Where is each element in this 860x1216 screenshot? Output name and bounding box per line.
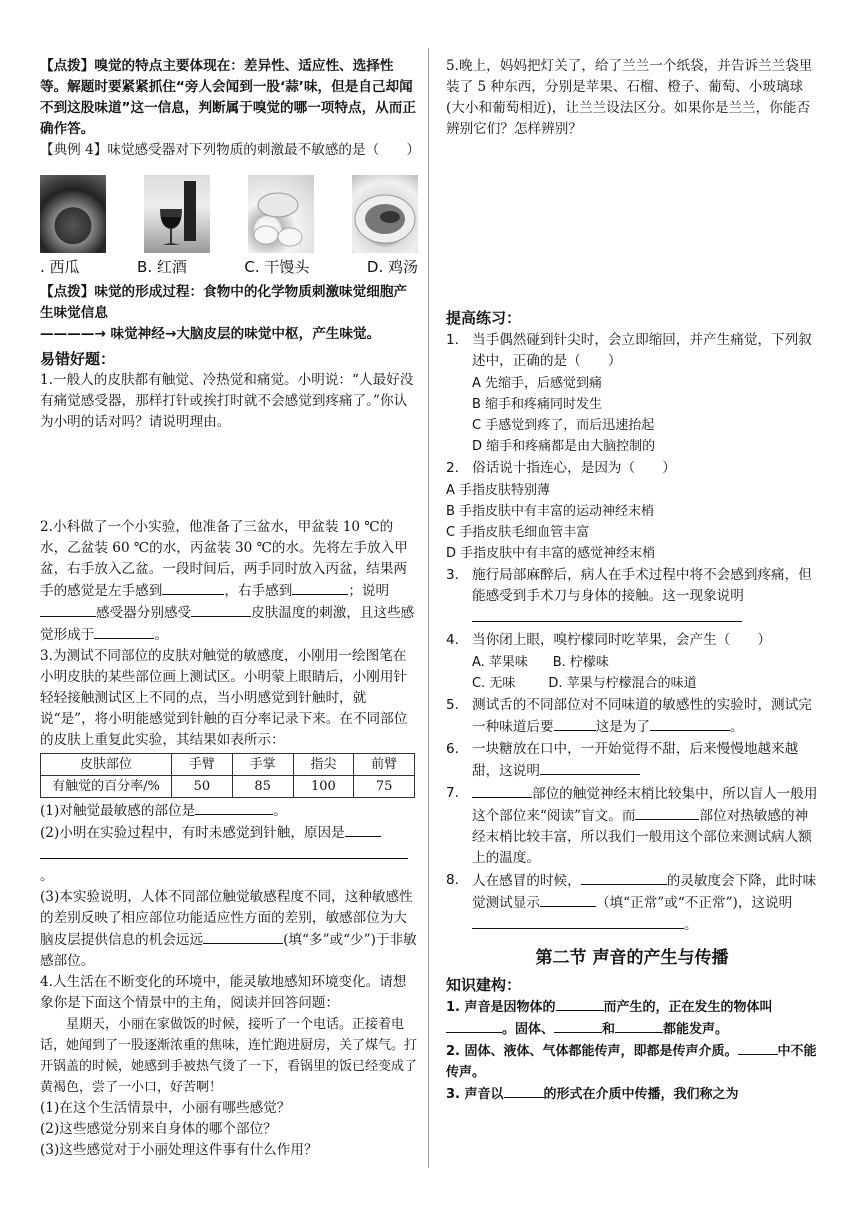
- blank-wave[interactable]: [504, 1083, 544, 1098]
- watermelon-photo: [40, 175, 106, 253]
- blank-formed-in[interactable]: [94, 624, 154, 639]
- practice-6: 6. 一块糖放在口中，一开始觉得不甜，后来慢慢地越来越甜，这说明: [446, 741, 799, 779]
- tip-taste: 【点拨】味觉的形成过程：食物中的化学物质刺激味觉细胞产生味觉信息: [40, 284, 408, 321]
- table-header-row: [41, 754, 415, 776]
- practice-7: 7. 部位的触觉神经末梢比较集中，所以盲人一般用这个部位来“阅读”盲文。而 部位对热敏感的神经末梢比较丰富，所以我们一般用这个部位来测试病人额上的温度。: [446, 785, 818, 866]
- table-cell: 85: [232, 776, 293, 798]
- table-header: 指尖: [293, 754, 354, 776]
- tip-taste-path: ————→ 味觉神经→大脑皮层的味觉中枢，产生味觉。: [40, 326, 381, 342]
- blank-vacuum[interactable]: [738, 1040, 778, 1055]
- blank-gas[interactable]: [615, 1018, 663, 1033]
- table-row: [41, 776, 415, 798]
- question-3: 3.为测试不同部位的皮肤对触觉的敏感度，小刚用一绘图笔在小明皮肤的某些部位画上测试区。小明蒙上眼睛后，小刚用针轻轻接触测试区上不同的点，当小明感觉到针触时，就说“是”，将小明能感觉到针触的百分率记录下来。在不同部位的皮肤上重复此实验，其结果如表所示：: [40, 648, 408, 748]
- blank-touch-part[interactable]: [472, 783, 532, 798]
- practice-4: 4. 当你闭上眼，嗅柠檬同时吃苹果，会产生（ ）: [446, 632, 772, 648]
- option-captions: [40, 257, 418, 278]
- table-header: 手掌: [232, 754, 293, 776]
- knowledge-3: 3. 声音以 的形式在介质中传播，我们称之为: [446, 1083, 818, 1105]
- blank-sensitivity[interactable]: [581, 870, 667, 885]
- blank-explain[interactable]: [472, 607, 742, 622]
- table-header: 手臂: [172, 754, 233, 776]
- caption-a: . 西瓜: [40, 258, 80, 276]
- left-column: [40, 56, 418, 1161]
- example-4: 【典例 4】味觉感受器对下列物质的刺激最不敏感的是（ ）: [40, 142, 420, 158]
- caption-d: D. 鸡汤: [366, 258, 418, 276]
- right-column: [446, 56, 818, 1105]
- blank-sense[interactable]: [191, 602, 251, 617]
- question-3-3: (3)本实验说明，人体不同部位触觉敏感程度不同，这种敏感性的差别反映了相应部位功能适应性方面的差别，敏感部位为大脑皮层提供信息的机会远远 (填“多”或“少”)于非敏感部位。: [40, 889, 417, 969]
- question-4-1: (1)在这个生活情景中，小丽有哪些感觉？: [40, 1100, 291, 1116]
- table-cell: 75: [354, 776, 415, 798]
- table-cell: 100: [293, 776, 354, 798]
- option-2a: A 手指皮肤特别薄: [446, 483, 551, 498]
- question-4-story: 星期天，小丽在家做饭的时候，接听了一个电话。正接着电话，她闻到了一股逐渐浓重的焦味，连忙跑进厨房，关了煤气。打开锅盖的时候，她感到手被热气烫了一下，看锅里的饭已经变成了黄褐色，尝了一小口，好苦啊！: [40, 1017, 418, 1095]
- option-1d: D 缩手和疼痛都是由大脑控制的: [472, 439, 656, 454]
- knowledge-2: 2. 固体、液体、气体都能传声，即都是传声介质。 中不能传声。: [446, 1040, 818, 1083]
- blank-liquid[interactable]: [554, 1018, 602, 1033]
- red-wine-photo: [144, 175, 210, 253]
- option-images: [40, 175, 418, 255]
- mistakes-heading: 易错好题：: [40, 350, 116, 368]
- knowledge-1: 1. 声音是因物体的 而产生的，正在发生的物体叫。固体、 和 都能发声。: [446, 996, 818, 1040]
- option-2d: D 手指皮肤中有丰富的感觉神经末梢: [446, 546, 656, 561]
- blank-rinse[interactable]: [554, 716, 596, 731]
- blank-more-less[interactable]: [203, 929, 283, 944]
- knowledge-heading: 知识建构：: [446, 976, 522, 994]
- question-4-3: (3)这些感觉对于小丽处理这件事有什么作用？: [40, 1142, 318, 1158]
- blank-heat-part[interactable]: [635, 805, 699, 820]
- practice-5: 5. 测试舌的不同部位对不同味道的敏感性的实验时，测试完一种味道后要 这是为了 。: [446, 697, 812, 735]
- blank-reason-a[interactable]: [345, 822, 381, 837]
- option-2c: C 手指皮肤毛细血管丰富: [446, 525, 590, 540]
- answer-space-1: [40, 433, 418, 517]
- question-3-2: (2)小明在实验过程中，有时未感觉到针触，原因是 。: [40, 822, 418, 887]
- practice-8: 8. 人在感冒的时候， 的灵敏度会下降，此时味觉测试显示 （填“正常”或“不正常”)，这说明。: [446, 872, 817, 933]
- section-title: 第二节 声音的产生与传播: [535, 948, 729, 968]
- caption-c: C. 干馒头: [244, 258, 310, 276]
- table-header: 前臂: [354, 754, 415, 776]
- option-2b: B 手指皮肤中有丰富的运动神经末梢: [446, 504, 655, 519]
- answer-space-5: [446, 140, 818, 308]
- practice-1: 1. 当手偶然碰到针尖时，会立即缩回，并产生痛觉，下列叙述中，正确的是（ ）: [446, 332, 812, 369]
- blank-candy[interactable]: [540, 760, 640, 775]
- steamed-bun-photo: [248, 175, 314, 253]
- blank-receptor[interactable]: [40, 602, 96, 617]
- blank-purpose[interactable]: [650, 716, 730, 731]
- blank-most-sensitive[interactable]: [195, 800, 273, 815]
- option-1c: C 手感觉到疼了，而后迅速抬起: [472, 418, 655, 433]
- blank-source[interactable]: [446, 1018, 502, 1033]
- blank-conclusion[interactable]: [472, 914, 684, 929]
- question-4: 4.人生活在不断变化的环境中，能灵敏地感知环境变化。请想象你是下面这个情景中的主角，阅读并回答问题：: [40, 974, 407, 1011]
- question-4-2: (2)这些感觉分别来自身体的哪个部位？: [40, 1121, 277, 1137]
- question-3-1: (1)对触觉最敏感的部位是 。: [40, 800, 418, 822]
- blank-vibration[interactable]: [556, 996, 604, 1011]
- table-cell: 有触觉的百分率/%: [41, 776, 172, 798]
- blank-reason-b[interactable]: [40, 844, 408, 859]
- tip-smell: 【点拨】嗅觉的特点主要体现在：差异性、适应性、选择性等。解题时要紧紧抓住“旁人会闻到一股‘蒜’味，但是自己却闻不到这股味道”这一信息，判断属于嗅觉的哪一项特点，从而正确作答。: [40, 58, 416, 137]
- table-cell: 50: [172, 776, 233, 798]
- blank-result[interactable]: [540, 892, 596, 907]
- column-divider: [428, 48, 429, 1168]
- caption-b: B. 红酒: [137, 258, 187, 276]
- option-1b: B 缩手和疼痛同时发生: [472, 397, 603, 412]
- practice-3: 3. 施行局部麻醉后，病人在手术过程中将不会感到疼痛，但能感受到手术刀与身体的接触。这一现象说明: [446, 565, 818, 629]
- blank-left-hand[interactable]: [162, 580, 224, 595]
- chicken-soup-photo: [352, 175, 418, 253]
- option-4ab: A. 苹果味 B. 柠檬味: [472, 655, 609, 670]
- table-header: 皮肤部位: [41, 754, 172, 776]
- question-5: 5.晚上，妈妈把灯关了，给了兰兰一个纸袋，并告诉兰兰袋里装了 5 种东西，分别是苹果、石榴、橙子、葡萄、小玻璃球(大小和葡萄相近)，让兰兰设法区分。如果你是兰兰，你能否辨别它们？怎样辨别？: [446, 58, 813, 137]
- touch-table: [40, 753, 415, 798]
- practice-heading: 提高练习：: [446, 309, 522, 327]
- question-2: 2.小科做了一个小实验，他准备了三盆水，甲盆装 10 ℃的水，乙盆装 60 ℃的水，丙盆装 30 ℃的水。先将左手放入甲盆，右手放入乙盆。一段时间后，两手同时放入丙盆，结果两手的感觉是左手感到 ，右手感到 ；说明感受器分别感受 皮肤温度的刺激，且这些感觉形成于 。: [40, 519, 415, 643]
- question-1: 1.一般人的皮肤都有触觉、冷热觉和痛觉。小明说：“人最好没有痛觉感受器，那样打针或挨打时就不会感觉到疼痛了。”你认为小明的话对吗？请说明理由。: [40, 372, 414, 430]
- option-4cd: C. 无味 D. 苹果与柠檬混合的味道: [472, 676, 697, 691]
- blank-right-hand[interactable]: [292, 580, 348, 595]
- option-1a: A 先缩手，后感觉到痛: [472, 376, 603, 391]
- practice-2: 2. 俗话说十指连心，是因为（ ）: [446, 460, 676, 476]
